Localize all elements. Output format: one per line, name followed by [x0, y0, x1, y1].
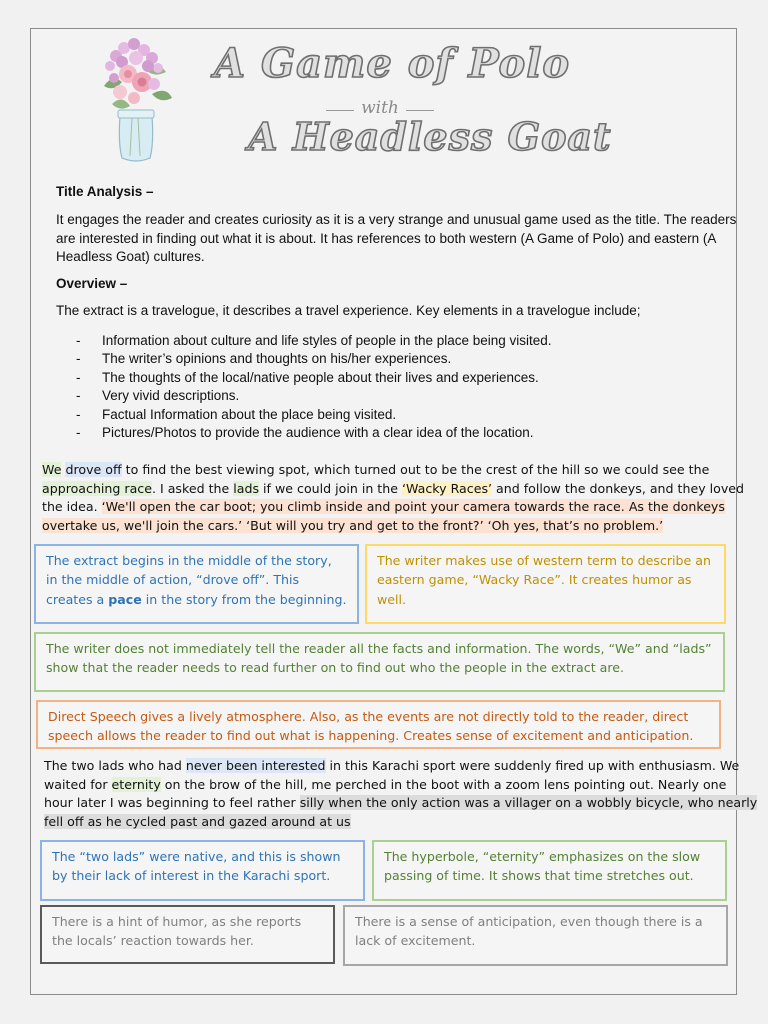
text-line: Headless Goat) cultures. — [56, 249, 205, 264]
extract-paragraph-1: We drove off to find the best viewing spot, which turned out to be the crest of the hill so we could see the approaching race. I asked the lads if we could join in the ‘Wacky Races’ and follow the donkeys, and they loved the idea. ‘We'll open the car boot; you climb inside and point your camera towards the race. As the donkeys overtake us, we'll join the cars.’ ‘But will you try and get to the front?’ ‘Oh yes, that’s no problem.’ — [42, 462, 745, 533]
travelogue-elements-list — [76, 332, 552, 442]
note-box-native-lads: The “two lads” were native, and this is shown by their lack of interest in the Karachi sport. — [40, 840, 365, 901]
overview-intro: The extract is a travelogue, it describes a travel experience. Key elements in a travelogue include; — [56, 303, 641, 318]
list-item: - Factual Information about the place being visited. — [76, 406, 397, 422]
text-line: are interested in finding out what it is about. It has references to both western (A Game of Polo) and eastern (A — [56, 230, 717, 246]
page-title-connector: with — [330, 98, 430, 118]
list-item: - The thoughts of the local/native people about their lives and experiences. — [76, 369, 539, 385]
note-box-direct-speech: Direct Speech gives a lively atmosphere. Also, as the events are not directly told to the reader, direct speech allows the reader to find out what is happening. Creates sense of excitement and anticipation. — [36, 700, 721, 749]
note-box-hyperbole: The hyperbole, “eternity” emphasizes on the slow passing of time. It shows that time stretches out. — [372, 840, 727, 901]
note-box-humor: There is a hint of humor, as she reports the locals’ reaction towards her. — [40, 905, 335, 964]
list-item: - Pictures/Photos to provide the audience with a clear idea of the location. — [76, 424, 534, 440]
extract-paragraph-2: The two lads who had never been interested in this Karachi sport were suddenly fired up with enthusiasm. We waited for eternity on the brow of the hill, me perched in the boot with a zoom lens pointing out. Nearly one hour later I was beginning to feel rather silly when the only action was a villager on a wobbly bicycle, who nearly fell off as he cycled past and gazed around at us — [44, 758, 758, 829]
title-analysis-heading: Title Analysis – — [56, 184, 154, 199]
list-item: - Information about culture and life styles of people in the place being visited. — [76, 333, 552, 348]
text-line: It engages the reader and creates curiosity as it is a very strange and unusual game used as the title. The readers — [56, 212, 737, 227]
note-box-we-lads: The writer does not immediately tell the reader all the facts and information. The words, “We” and “lads” show that the reader needs to read further on to find out who the people in the extract are. — [34, 632, 725, 692]
flower-vase-illustration — [92, 34, 180, 166]
list-item: - The writer’s opinions and thoughts on his/her experiences. — [76, 351, 452, 367]
note-box-pace: The extract begins in the middle of the story, in the middle of action, “drove off”. This creates a pace in the story from the beginning. — [34, 544, 359, 624]
overview-heading: Overview – — [56, 276, 128, 291]
note-box-western-term: The writer makes use of western term to describe an eastern game, “Wacky Race”. It creates humor as well. — [365, 544, 726, 624]
note-box-anticipation: There is a sense of anticipation, even though there is a lack of excitement. — [343, 905, 728, 966]
list-item: - Very vivid descriptions. — [76, 388, 240, 404]
page-title-line1: A Game of Polo — [214, 40, 571, 87]
page-title-line2: A Headless Goat — [248, 114, 612, 159]
title-analysis-text — [56, 211, 736, 267]
